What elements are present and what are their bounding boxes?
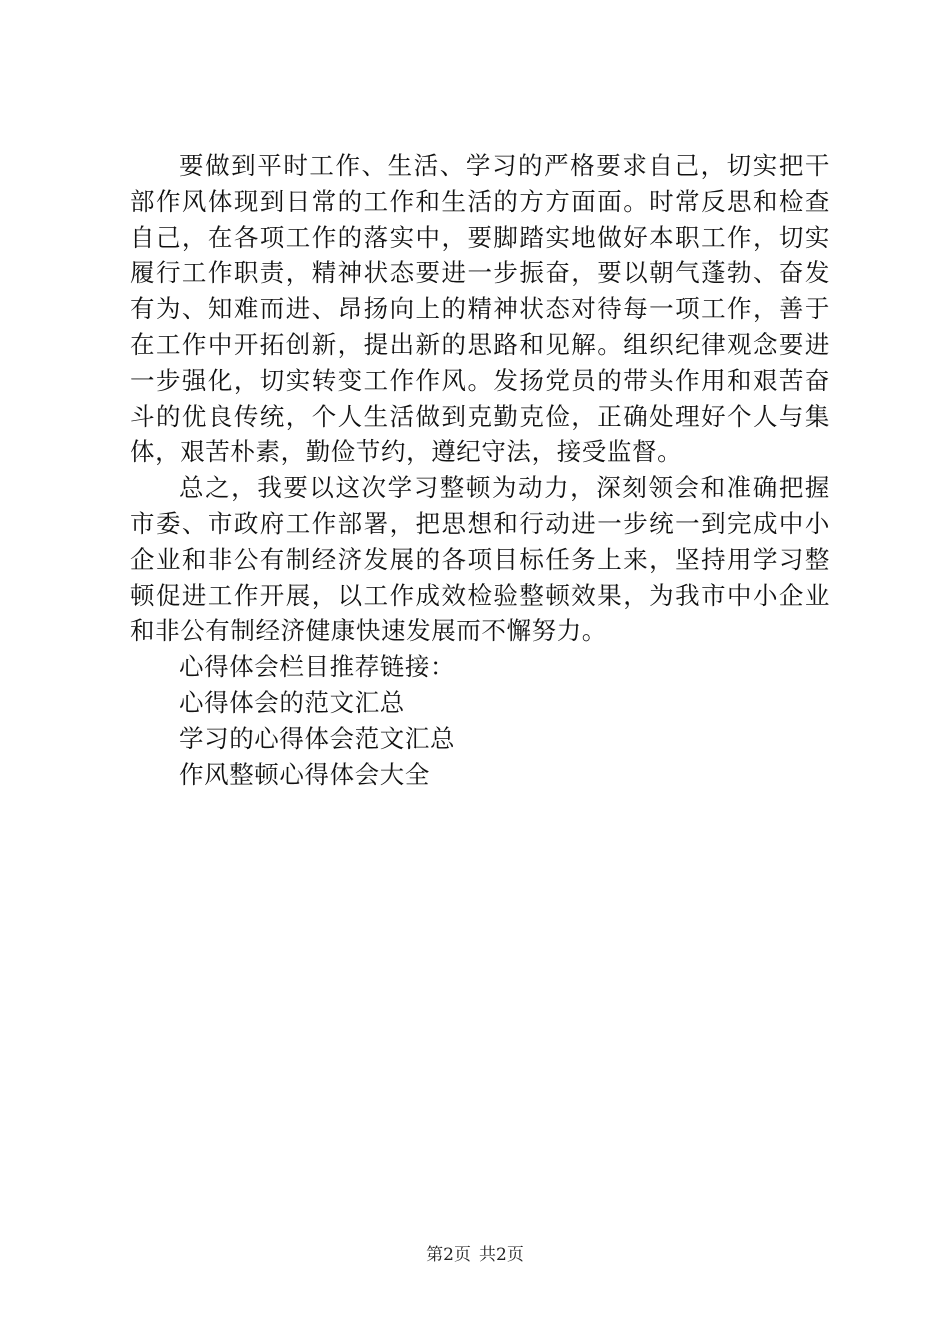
paragraph-self-discipline: 要做到平时工作、生活、学习的严格要求自己，切实把干部作风体现到日常的工作和生活的方方面面。时常反思和检查自己，在各项工作的落实中，要脚踏实地做好本职工作，切实履行工作职责，精神状态要进一步振奋，要以朝气蓬勃、奋发有为、知难而进、昂扬向上的精神状态对待每一项工作，善于在工作中开拓创新，提出新的思路和见解。组织纪律观念要进一步强化，切实转变工作作风。发扬党员的带头作用和艰苦奋斗的优良传统，个人生活做到克勤克俭，正确处理好个人与集体，艰苦朴素，勤俭节约，遵纪守法，接受监督。 — [130, 151, 830, 467]
paragraph-conclusion: 总之，我要以这次学习整顿为动力，深刻领会和准确把握市委、市政府工作部署，把思想和行动进一步统一到完成中小企业和非公有制经济发展的各项目标任务上来，坚持用学习整顿促进工作开展，以工作成效检验整顿效果，为我市中小企业和非公有制经济健康快速发展而不懈努力。 — [130, 473, 830, 646]
page-footer — [0, 1244, 950, 1266]
recommended-link-1[interactable]: 心得体会的范文汇总 — [179, 687, 405, 717]
recommended-link-3[interactable]: 作风整顿心得体会大全 — [179, 759, 430, 789]
page-total: 共2页 — [479, 1245, 524, 1265]
document-body — [130, 148, 830, 792]
links-heading: 心得体会栏目推荐链接： — [179, 652, 456, 682]
recommended-link-2[interactable]: 学习的心得体会范文汇总 — [179, 723, 456, 753]
page-number: 第2页 — [426, 1245, 471, 1265]
